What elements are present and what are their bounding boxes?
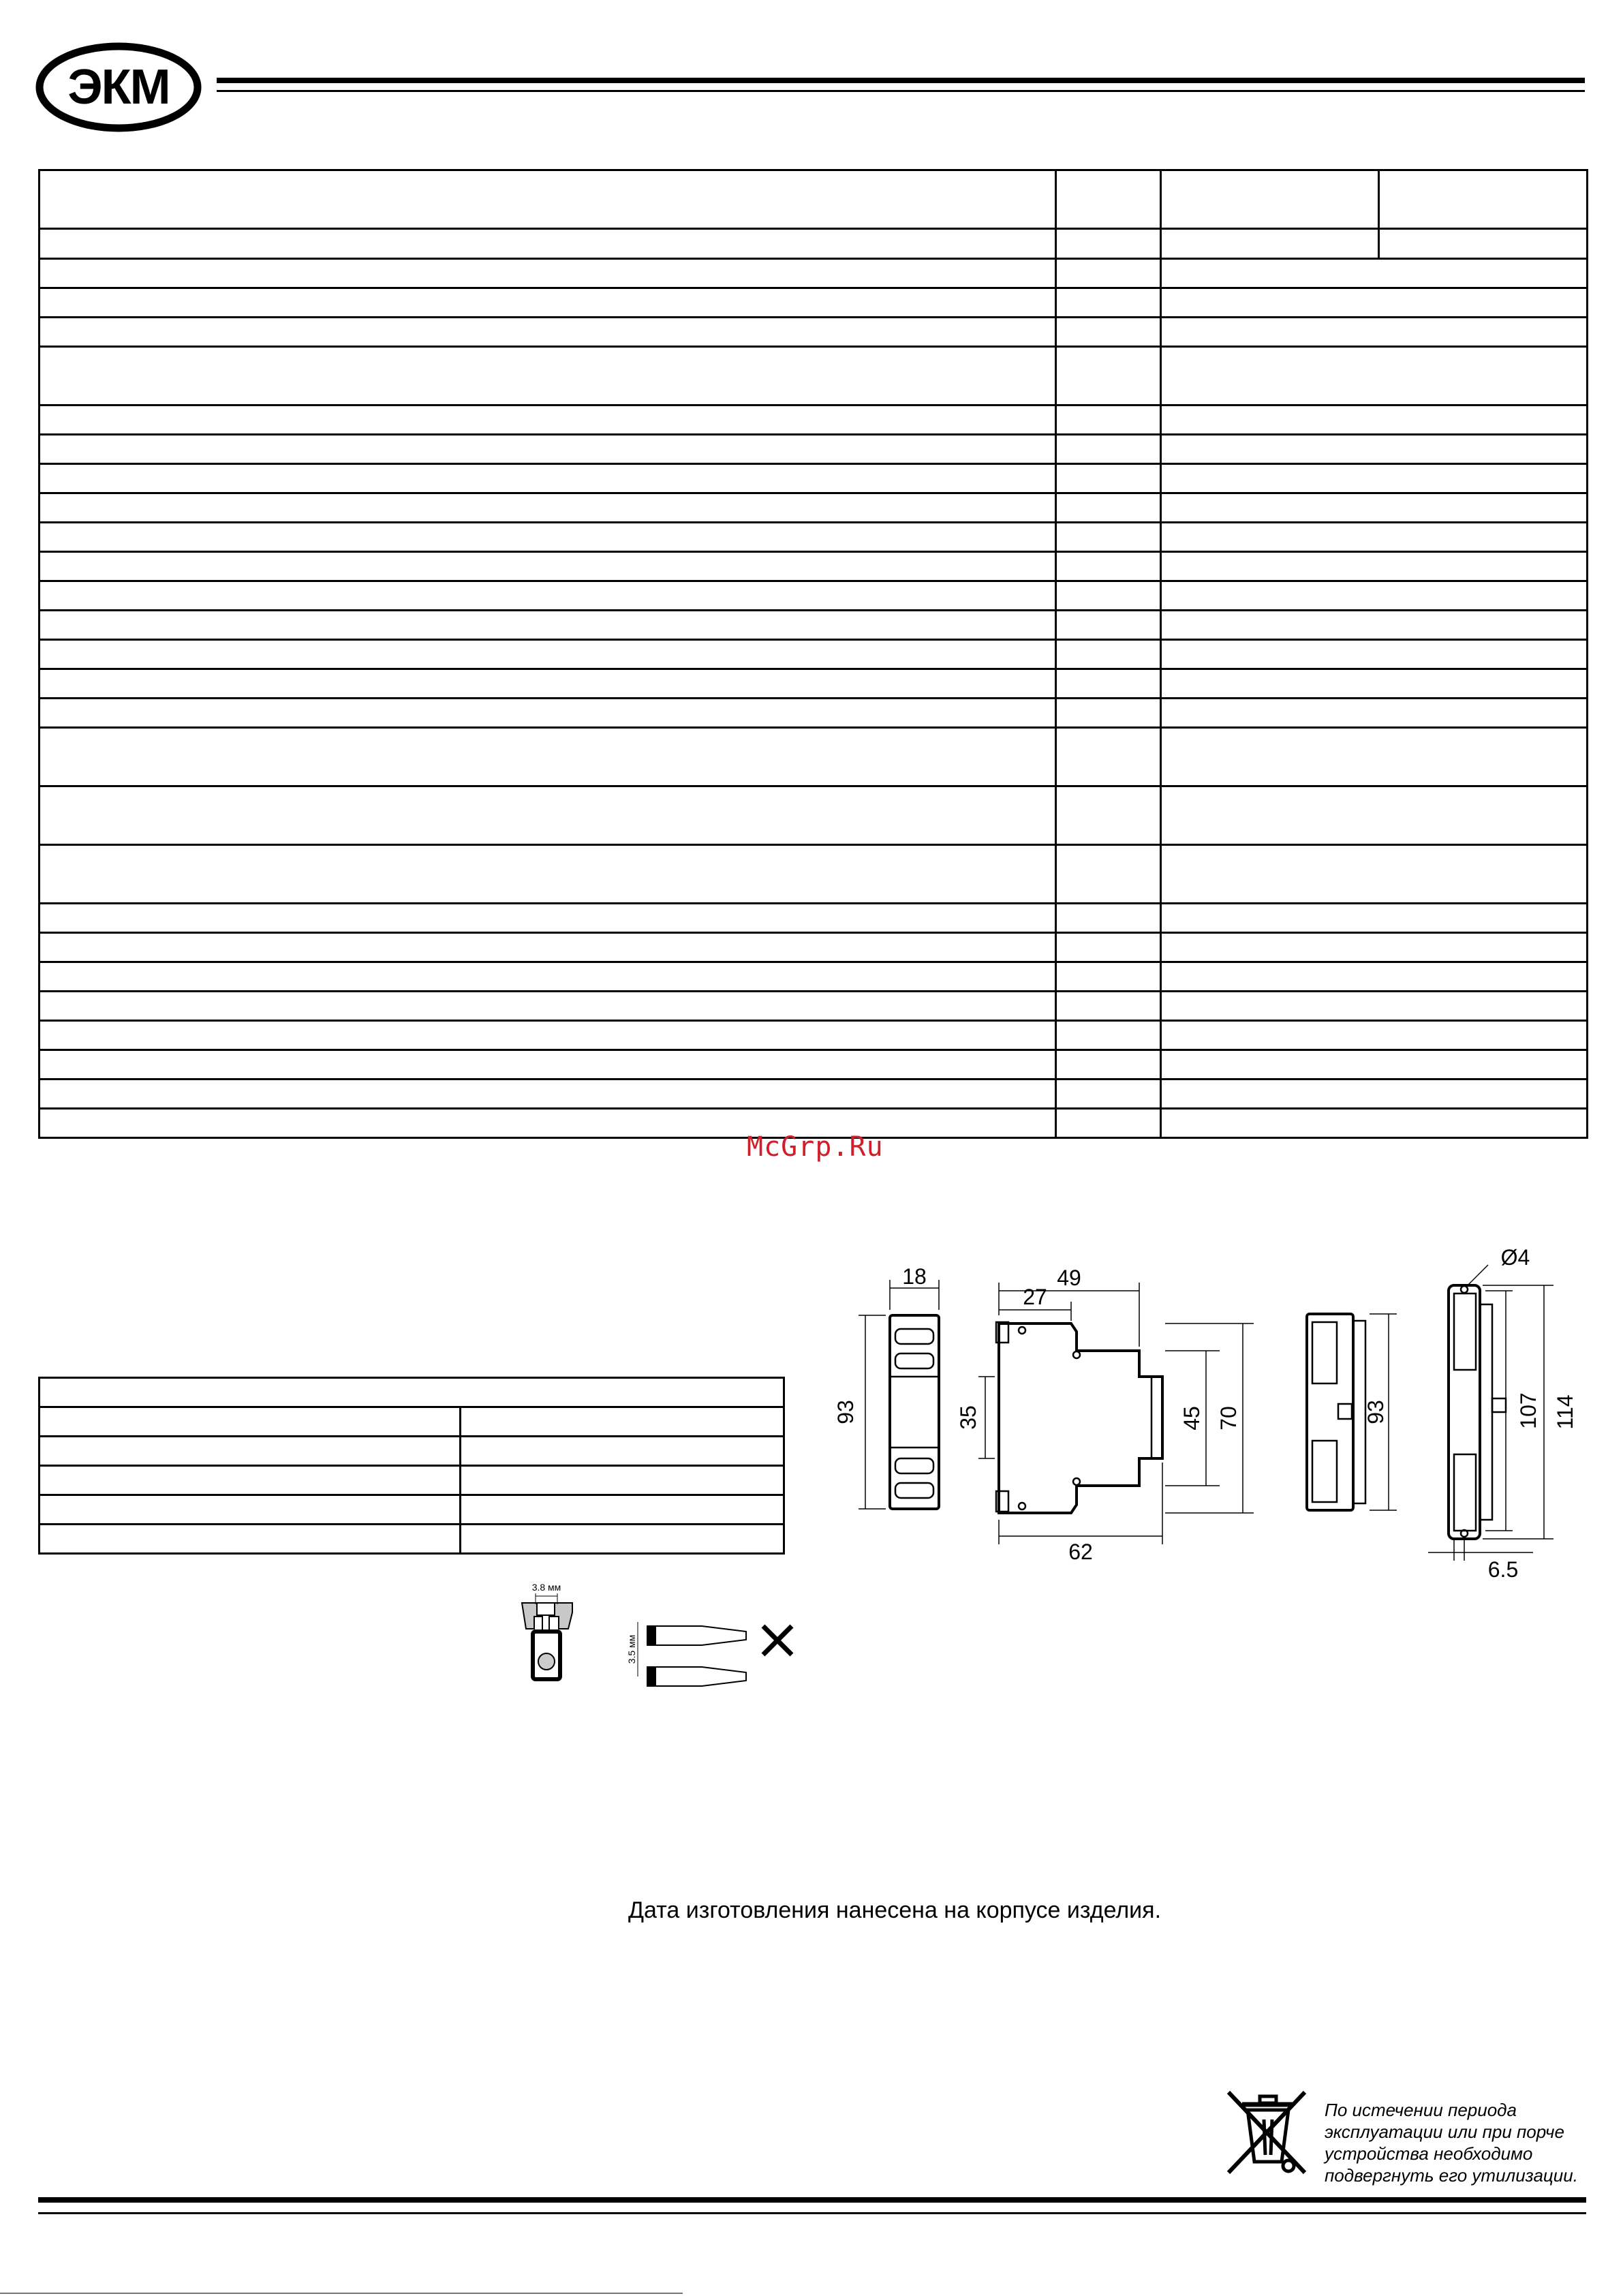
recycling-note-line: эксплуатации или при порче xyxy=(1325,2122,1564,2142)
table-cell xyxy=(40,1407,461,1437)
dim-mount-offset: 6.5 xyxy=(1487,1557,1519,1582)
table-cell xyxy=(1056,229,1161,259)
table-cell xyxy=(40,1378,784,1407)
table-cell xyxy=(40,347,1056,405)
table-row xyxy=(40,1407,784,1437)
table-row xyxy=(40,1437,784,1466)
manufacture-date-note: Дата изготовления нанесена на корпусе изделия. xyxy=(628,1897,1162,1923)
table-row xyxy=(40,962,1588,992)
table-cell xyxy=(40,640,1056,669)
table-cell xyxy=(1056,259,1161,288)
table-row xyxy=(40,1525,784,1554)
table-row xyxy=(40,992,1588,1021)
table-row xyxy=(40,523,1588,552)
table-cell xyxy=(1056,699,1161,728)
table-cell xyxy=(1056,1080,1161,1109)
table-cell xyxy=(40,933,1056,962)
table-cell xyxy=(1056,170,1161,229)
table-cell xyxy=(461,1437,784,1466)
table-cell xyxy=(1056,1050,1161,1080)
table-cell xyxy=(40,288,1056,318)
table-cell xyxy=(40,523,1056,552)
dim-mount-spacing: 107 xyxy=(1516,1392,1541,1429)
table-row xyxy=(40,493,1588,523)
table-cell xyxy=(1056,1021,1161,1050)
table-cell xyxy=(40,405,1056,435)
recycling-note-line: По истечении периода xyxy=(1325,2100,1517,2120)
dim-side-depth-total: 49 xyxy=(1057,1266,1081,1290)
table-row xyxy=(40,669,1588,699)
table-row xyxy=(40,904,1588,933)
table-cell xyxy=(1161,611,1588,640)
contacts-table xyxy=(38,1377,785,1555)
table-row xyxy=(40,845,1588,904)
table-cell xyxy=(1056,347,1161,405)
dim-front-height: 93 xyxy=(833,1400,858,1424)
table-cell xyxy=(1056,464,1161,493)
table-cell xyxy=(1161,728,1588,786)
recycling-note xyxy=(1325,2099,1597,2186)
table-cell xyxy=(1161,552,1588,581)
table-cell xyxy=(1056,728,1161,786)
table-cell xyxy=(1161,640,1588,669)
recycling-note-line: устройства необходимо xyxy=(1325,2143,1533,2164)
table-row xyxy=(40,786,1588,845)
table-cell xyxy=(1161,347,1588,405)
table-cell xyxy=(1056,405,1161,435)
table-row xyxy=(40,170,1588,229)
table-cell xyxy=(1161,1080,1588,1109)
table-cell xyxy=(1161,845,1588,904)
table-row xyxy=(40,318,1588,347)
table-row xyxy=(40,464,1588,493)
table-row xyxy=(40,552,1588,581)
table-cell xyxy=(40,1050,1056,1080)
logo-text: ЭКМ xyxy=(67,60,170,114)
table-row xyxy=(40,347,1588,405)
table-cell xyxy=(1056,992,1161,1021)
table-row xyxy=(40,1378,784,1407)
table-cell xyxy=(1161,1109,1588,1138)
dim-mount-height: 114 xyxy=(1553,1394,1577,1430)
table-cell xyxy=(40,962,1056,992)
table-cell xyxy=(40,435,1056,464)
table-cell xyxy=(1379,170,1588,229)
table-cell xyxy=(1161,581,1588,611)
table-cell xyxy=(40,493,1056,523)
watermark: McGrp.Ru xyxy=(747,1131,884,1163)
table-cell xyxy=(1056,933,1161,962)
table-cell xyxy=(1056,786,1161,845)
table-cell xyxy=(40,992,1056,1021)
table-cell xyxy=(1056,1109,1161,1138)
table-cell xyxy=(1161,992,1588,1021)
table-cell xyxy=(1056,523,1161,552)
table-cell xyxy=(1161,904,1588,933)
table-cell xyxy=(1161,229,1379,259)
table-cell xyxy=(461,1407,784,1437)
table-cell xyxy=(40,1437,461,1466)
table-cell xyxy=(1161,170,1379,229)
table-cell xyxy=(40,464,1056,493)
table-row xyxy=(40,1080,1588,1109)
table-row xyxy=(40,728,1588,786)
table-cell xyxy=(1056,845,1161,904)
slot-depth-label: 3.5 мм xyxy=(626,1634,637,1664)
dim-back-height: 93 xyxy=(1363,1400,1388,1424)
table-cell xyxy=(40,786,1056,845)
specifications-table xyxy=(38,169,1588,1139)
table-row xyxy=(40,1021,1588,1050)
terminal-screwdriver-detail xyxy=(518,1574,831,1711)
table-row xyxy=(40,1466,784,1495)
dim-mount-hole: Ø4 xyxy=(1500,1245,1530,1270)
table-cell xyxy=(461,1466,784,1495)
table-cell xyxy=(40,1466,461,1495)
table-cell xyxy=(1056,904,1161,933)
table-cell xyxy=(1056,962,1161,992)
table-row xyxy=(40,435,1588,464)
table-cell xyxy=(1161,962,1588,992)
dim-side-rail: 35 xyxy=(956,1405,980,1430)
table-cell xyxy=(1056,611,1161,640)
table-cell xyxy=(40,170,1056,229)
table-cell xyxy=(1161,523,1588,552)
table-row xyxy=(40,288,1588,318)
table-cell xyxy=(1056,318,1161,347)
table-cell xyxy=(1161,699,1588,728)
table-cell xyxy=(461,1495,784,1525)
table-row xyxy=(40,611,1588,640)
table-cell xyxy=(1161,435,1588,464)
header-rule xyxy=(217,78,1585,83)
slot-width-label: 3.8 мм xyxy=(531,1582,561,1593)
table-row xyxy=(40,640,1588,669)
table-cell xyxy=(1161,786,1588,845)
table-cell xyxy=(1161,318,1588,347)
table-row xyxy=(40,259,1588,288)
table-cell xyxy=(40,259,1056,288)
table-cell xyxy=(1161,464,1588,493)
dim-side-inner: 45 xyxy=(1179,1406,1204,1430)
table-row xyxy=(40,699,1588,728)
ekm-logo xyxy=(35,42,202,132)
table-cell xyxy=(40,611,1056,640)
table-cell xyxy=(40,552,1056,581)
table-cell xyxy=(1161,288,1588,318)
table-cell xyxy=(1161,669,1588,699)
table-row xyxy=(40,1050,1588,1080)
table-row xyxy=(40,405,1588,435)
table-cell xyxy=(40,1021,1056,1050)
table-cell xyxy=(40,728,1056,786)
front-view xyxy=(859,1280,939,1509)
table-cell xyxy=(1161,1050,1588,1080)
table-cell xyxy=(40,1525,461,1554)
table-cell xyxy=(1161,493,1588,523)
table-cell xyxy=(1379,229,1588,259)
table-cell xyxy=(40,1495,461,1525)
dim-side-depth-front: 27 xyxy=(1023,1285,1047,1309)
page-edge-line xyxy=(0,2293,683,2294)
table-cell xyxy=(40,699,1056,728)
table-cell xyxy=(1056,552,1161,581)
table-cell xyxy=(1056,581,1161,611)
dim-side-outer: 70 xyxy=(1216,1406,1241,1430)
dimension-drawings xyxy=(818,1220,1594,1656)
table-cell xyxy=(40,669,1056,699)
dim-front-width: 18 xyxy=(902,1264,927,1289)
table-cell xyxy=(1161,1021,1588,1050)
dim-side-base: 62 xyxy=(1068,1540,1093,1564)
table-cell xyxy=(40,904,1056,933)
table-cell xyxy=(40,229,1056,259)
table-cell xyxy=(40,1080,1056,1109)
footer-rule-thin xyxy=(38,2212,1586,2214)
header-rule-thin xyxy=(217,90,1585,92)
table-row xyxy=(40,1495,784,1525)
table-cell xyxy=(1161,933,1588,962)
table-row xyxy=(40,581,1588,611)
table-cell xyxy=(40,845,1056,904)
table-cell xyxy=(1161,405,1588,435)
table-cell xyxy=(1056,493,1161,523)
table-cell xyxy=(1056,669,1161,699)
footer-rule xyxy=(38,2197,1586,2203)
crossed-bin-icon xyxy=(1223,2087,1312,2181)
table-cell xyxy=(1161,259,1588,288)
table-cell xyxy=(40,581,1056,611)
recycling-note-line: подвергнуть его утилизации. xyxy=(1325,2165,1578,2186)
table-cell xyxy=(40,1109,1056,1138)
table-row xyxy=(40,229,1588,259)
table-cell xyxy=(461,1525,784,1554)
table-cell xyxy=(1056,288,1161,318)
table-cell xyxy=(1056,435,1161,464)
table-cell xyxy=(40,318,1056,347)
table-cell xyxy=(1056,640,1161,669)
side-view xyxy=(978,1283,1254,1544)
table-row xyxy=(40,933,1588,962)
